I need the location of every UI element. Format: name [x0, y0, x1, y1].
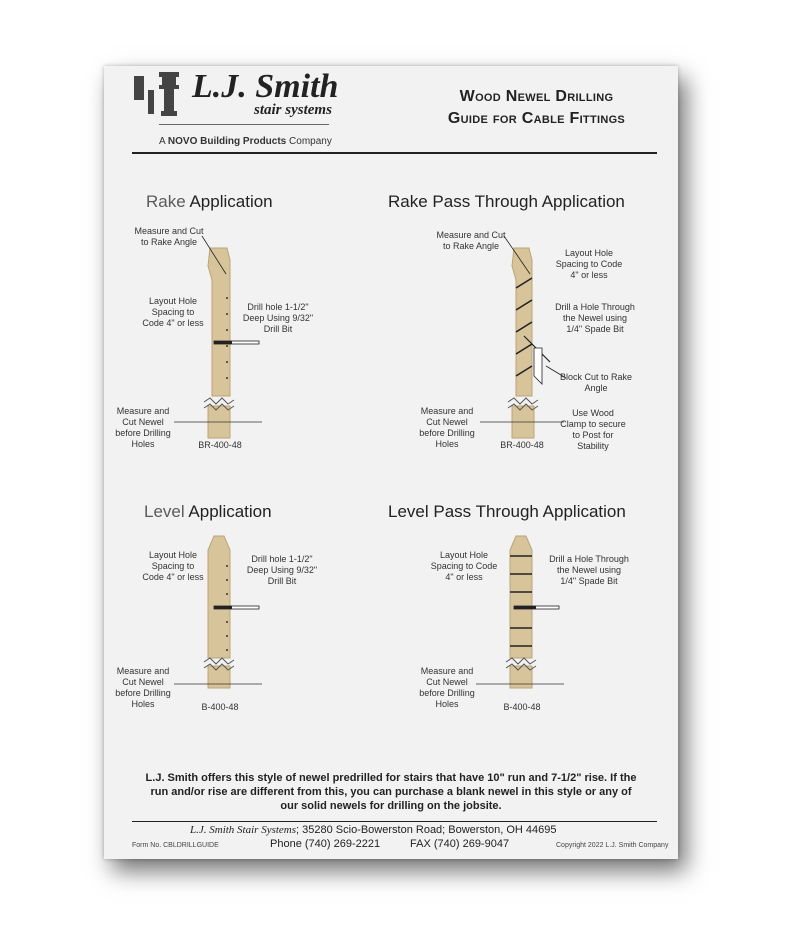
level-model: B-400-48 [201, 702, 239, 712]
rake-newel-diagram [174, 236, 262, 438]
rake-pass-title: Rake Pass Through Application [388, 192, 625, 211]
tagline-brand: NOVO Building Products [167, 136, 287, 147]
level-measure-bottom-note: Measure and Cut Newel before Drilling Holes [115, 666, 171, 709]
rake-drill-note: Drill hole 1-1/2" Deep Using 9/32" Drill Bit [242, 302, 314, 334]
rake-pass-measure-top-note: Measure and Cut to Rake Angle [436, 230, 506, 251]
tagline-suffix: Company [289, 136, 332, 147]
level-pass-drill-note: Drill a Hole Through the Newel using 1/4" Spade Bit [549, 554, 629, 586]
level-spacing-note: Layout Hole Spacing to Code 4" or less [142, 550, 204, 582]
rake-pass-spacing-note: Layout Hole Spacing to Code 4" or less [555, 248, 623, 280]
footer-copyright: Copyright 2022 L.J. Smith Company [556, 842, 669, 849]
footer-company: L.J. Smith Stair Systems [190, 824, 297, 836]
document-sheet [104, 66, 678, 859]
rake-measure-top-note: Measure and Cut to Rake Angle [134, 226, 204, 247]
footer-rule [132, 821, 657, 822]
footer-address-line [190, 824, 557, 836]
footer-form-no: Form No. CBLDRILLGUIDE [132, 842, 219, 849]
rake-spacing-note: Layout Hole Spacing to Code 4" or less [142, 296, 204, 328]
level-pass-spacing-note: Layout Hole Spacing to Code 4" or less [430, 550, 498, 582]
brand-name: L.J. Smith [192, 68, 339, 105]
level-title: Level Application [144, 502, 272, 521]
rake-pass-block-note: Block Cut to Rake Angle [559, 372, 633, 393]
rake-measure-bottom-note: Measure and Cut Newel before Drilling Holes [115, 406, 171, 449]
brand-sub: stair systems [254, 102, 332, 118]
level-pass-model: B-400-48 [503, 702, 541, 712]
rake-pass-drill-note: Drill a Hole Through the Newel using 1/4" Spade Bit [555, 302, 635, 334]
title-line-2: Guide for Cable Fittings [447, 110, 626, 127]
rake-pass-model: BR-400-48 [500, 440, 544, 450]
rake-pass-clamp-note: Use Wood Clamp to secure to Post for Stability [560, 408, 626, 451]
rake-model: BR-400-48 [198, 440, 242, 450]
level-drill-note: Drill hole 1-1/2" Deep Using 9/32" Drill Bit [246, 554, 318, 586]
footer-phone: Phone (740) 269-2221 [270, 838, 381, 850]
rake-pass-measure-bottom-note: Measure and Cut Newel before Drilling Holes [419, 406, 475, 449]
tagline-prefix: A [159, 136, 166, 147]
footer-address: ; 35280 Scio-Bowerston Road; Bowerston, OH 44695 [296, 824, 557, 836]
rake-title: Rake Application [146, 192, 273, 211]
predrill-note: L.J. Smith offers this style of newel predrilled for stairs that have 10" run and 7-1/2" rise. If the run and/or rise are different from this, you can purchase a blank newel in this style or any of our solid newels for drilling on the jobsite. [145, 772, 637, 812]
title-line-1: Wood Newel Drilling [459, 88, 614, 105]
level-pass-title: Level Pass Through Application [388, 502, 626, 521]
level-pass-measure-bottom-note: Measure and Cut Newel before Drilling Holes [419, 666, 475, 709]
footer-fax: FAX (740) 269-9047 [410, 838, 510, 850]
